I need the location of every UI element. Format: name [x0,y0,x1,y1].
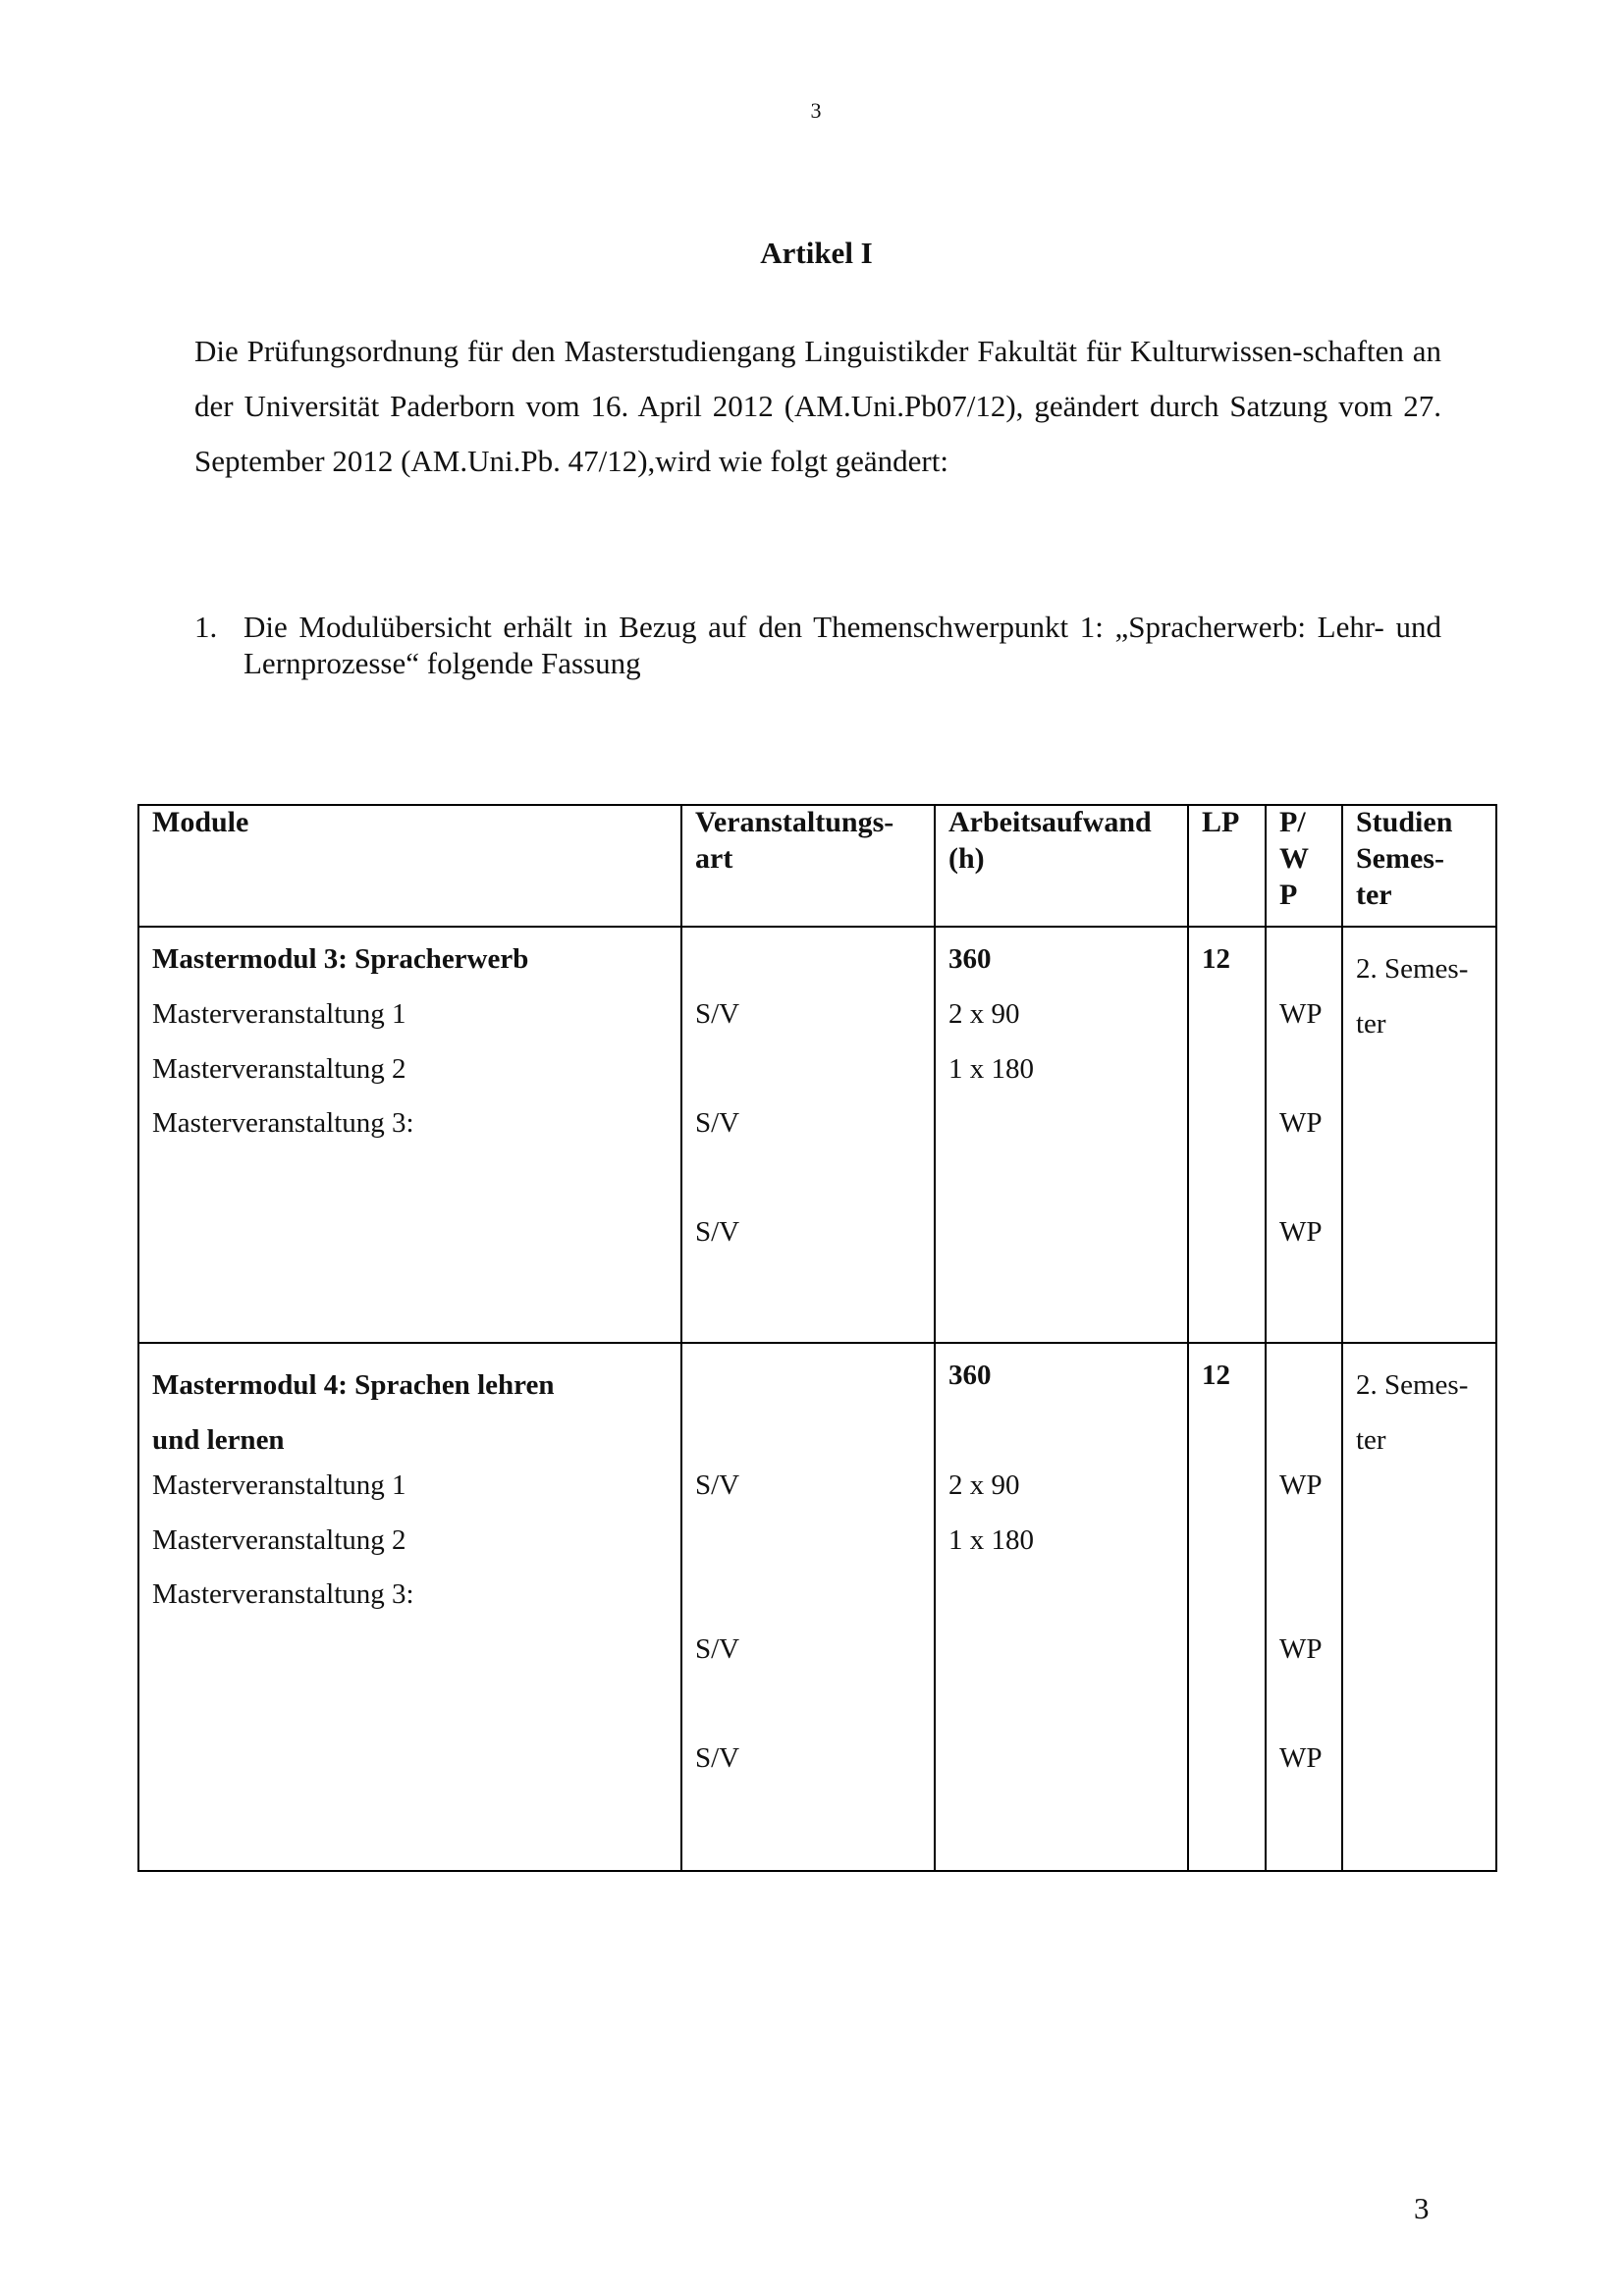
header-veranstaltungsart: Veranstaltungs- art [695,806,894,875]
column-divider [934,804,936,1872]
module4-semester: 2. Semes- ter [1356,1369,1469,1456]
table-header-divider [137,926,1497,928]
module4-workload-1: 2 x 90 [948,1469,1020,1501]
header-lp: LP [1202,806,1240,838]
module4-lp: 12 [1202,1360,1230,1391]
module3-type-2: S/V [695,1107,740,1139]
table-row-divider [137,1342,1497,1344]
module3-lp: 12 [1202,943,1230,975]
table-border-left [137,804,139,1872]
module3-semester: 2. Semes- ter [1356,953,1469,1040]
module3-course-1: Masterveranstaltung 1 [152,998,406,1030]
module3-pwp-2: WP [1279,1107,1323,1139]
module4-type-2: S/V [695,1633,740,1665]
module4-pwp-1: WP [1279,1469,1323,1501]
module4-type-1: S/V [695,1469,740,1501]
module3-course-2: Masterveranstaltung 2 [152,1053,406,1085]
article-title: Artikel I [760,236,873,270]
column-divider [1265,804,1267,1872]
page-number-top: 3 [810,98,822,123]
module4-workload-total: 360 [948,1360,992,1391]
module3-pwp-1: WP [1279,998,1323,1030]
header-module: Module [152,806,249,838]
module3-pwp-3: WP [1279,1216,1323,1248]
header-studiensemester: Studien Semes- ter [1356,806,1453,911]
module-table [137,804,1497,1872]
module3-workload-total: 360 [948,943,992,975]
table-border-right [1495,804,1497,1872]
header-pwp: P/ W P [1279,806,1309,911]
table-border-bottom [137,1870,1497,1872]
module4-type-3: S/V [695,1742,740,1774]
module3-type-3: S/V [695,1216,740,1248]
module4-pwp-3: WP [1279,1742,1323,1774]
header-arbeitsaufwand: Arbeitsaufwand (h) [948,806,1152,875]
module3-workload-2: 1 x 180 [948,1053,1034,1085]
module4-title: Mastermodul 4: Sprachen lehren und lernen [152,1369,555,1456]
list-item-text: Die Modulübersicht erhält in Bezug auf den Themenschwerpunkt 1: „Spracherwerb: Lehr- und Lernprozesse“ folgende Fassung [243,610,1441,680]
module4-pwp-2: WP [1279,1633,1323,1665]
column-divider [1187,804,1189,1872]
column-divider [1341,804,1343,1872]
module3-type-1: S/V [695,998,740,1030]
page-number-bottom: 3 [1414,2191,1430,2225]
list-item-number: 1. [194,610,218,644]
module3-workload-1: 2 x 90 [948,998,1020,1030]
module3-course-3: Masterveranstaltung 3: [152,1107,414,1139]
module4-course-2: Masterveranstaltung 2 [152,1524,406,1556]
module4-workload-2: 1 x 180 [948,1524,1034,1556]
intro-paragraph: Die Prüfungsordnung für den Masterstudiengang Linguistikder Fakultät für Kulturwissen-schaften an der Universität Paderborn vom 16. April 2012 (AM.Uni.Pb07/12), geändert durch Satzung vom 27. September 2012 (AM.Uni.Pb. 47/12),wird wie folgt geändert: [194,334,1441,478]
module4-course-1: Masterveranstaltung 1 [152,1469,406,1501]
column-divider [680,804,682,1872]
module4-course-3: Masterveranstaltung 3: [152,1578,414,1610]
module3-title: Mastermodul 3: Spracherwerb [152,943,529,975]
